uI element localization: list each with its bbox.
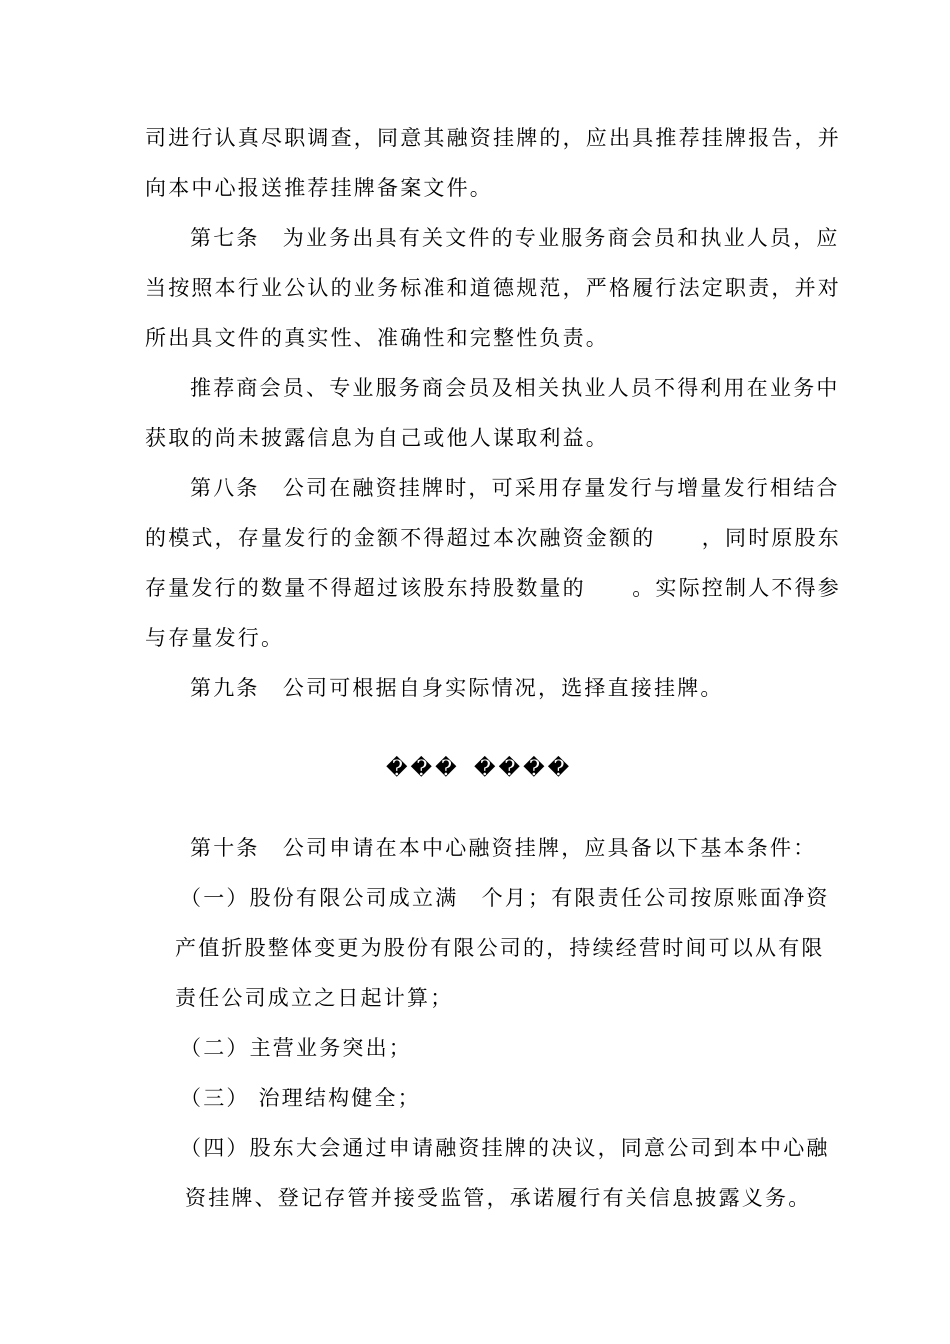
paragraph-line: 向本中心报送推荐挂牌备案文件。	[145, 176, 493, 200]
article-7-line: 当按照本行业公认的业务标准和道德规范，严格履行法定职责，并对	[145, 276, 841, 300]
list-item-line: （二）主营业务突出；	[180, 1036, 412, 1060]
article-10-line: 第十条 公司申请在本中心融资挂牌，应具备以下基本条件：	[190, 836, 817, 860]
paragraph-line: 获取的尚未披露信息为自己或他人谋取利益。	[145, 426, 609, 450]
article-8-line: 存量发行的数量不得超过该股东持股数量的 。实际控制人不得参	[145, 576, 841, 600]
list-item-line: 产值折股整体变更为股份有限公司的，持续经营时间可以从有限	[175, 936, 825, 960]
paragraph-line: 司进行认真尽职调查，同意其融资挂牌的，应出具推荐挂牌报告，并	[145, 126, 841, 150]
article-8-line: 的模式，存量发行的金额不得超过本次融资金额的 ，同时原股东	[145, 526, 841, 550]
list-item-line: （四）股东大会通过申请融资挂牌的决议，同意公司到本中心融	[180, 1136, 830, 1160]
section-heading-title: ����	[474, 756, 573, 780]
list-item-line: 资挂牌、登记存管并接受监管，承诺履行有关信息披露义务。	[185, 1186, 812, 1210]
article-8-line: 与存量发行。	[145, 626, 285, 650]
section-heading-number: ���	[386, 756, 460, 780]
list-item-line: （三） 治理结构健全；	[180, 1086, 421, 1110]
list-item-line: （一）股份有限公司成立满 个月；有限责任公司按原账面净资	[180, 886, 830, 910]
article-7-line: 第七条 为业务出具有关文件的专业服务商会员和执业人员，应	[190, 226, 840, 250]
paragraph-line: 推荐商会员、专业服务商会员及相关执业人员不得利用在业务中	[190, 376, 840, 400]
article-8-line: 第八条 公司在融资挂牌时，可采用存量发行与增量发行相结合	[190, 476, 840, 500]
article-7-line: 所出具文件的真实性、准确性和完整性负责。	[145, 326, 609, 350]
list-item-line: 责任公司成立之日起计算；	[175, 986, 454, 1010]
article-9-line: 第九条 公司可根据自身实际情况，选择直接挂牌。	[190, 676, 724, 700]
